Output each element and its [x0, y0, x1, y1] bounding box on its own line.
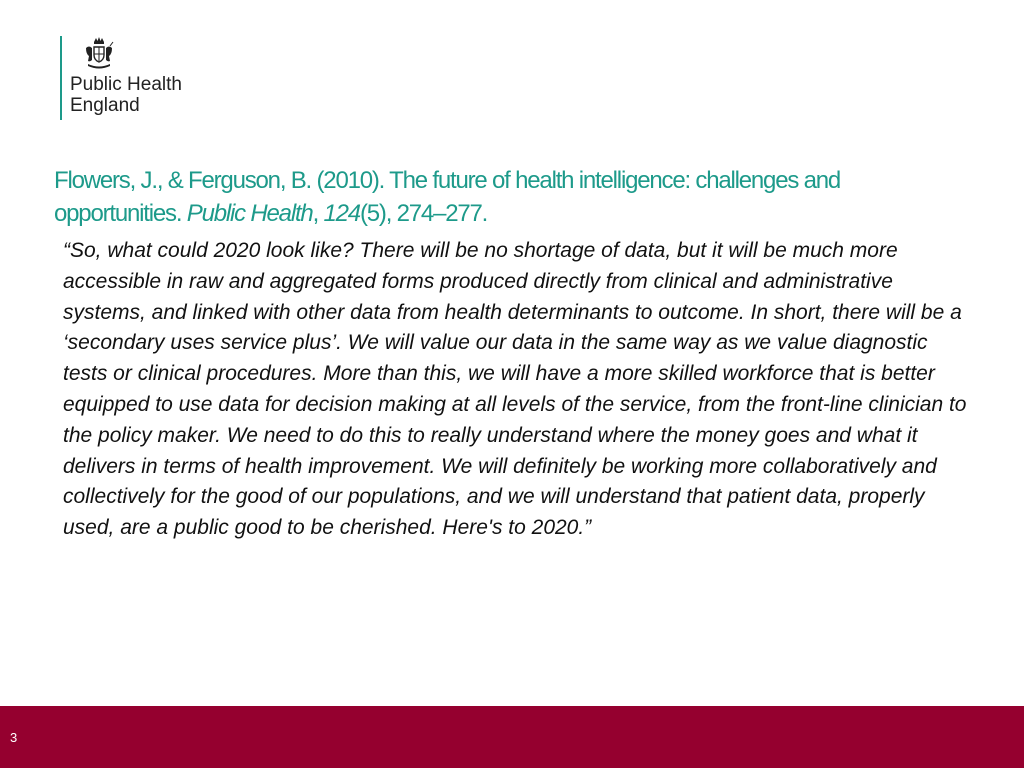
quote-text: “So, what could 2020 look like? There will be no shortage of data, but it will be much more accessible in raw and aggregated forms produced directly from clinical and administrative systems, and linked with other data from health determinants to outcome. In short, there will be a ‘secondary uses service plus’. We will value our data in the same way as we value diagnostic tests or clinical procedures. More than this, we will have a more skilled workforce that is better equipped to use data for decision making at all levels of the service, from the front-line clinician to the policy maker. We need to do this to really understand where the money goes and what it delivers in terms of health improvement. We will definitely be working more collaboratively and collectively for the good of our populations, and we will understand that patient data, properly used, are a public good to be cherished. Here's to 2020.” — [63, 239, 967, 540]
citation-heading — [54, 164, 954, 230]
citation-volume: 124 — [323, 200, 360, 227]
citation-issue-pages: (5), 274–277. — [359, 200, 488, 227]
org-name-line-2: England — [70, 95, 140, 116]
organisation-name — [70, 74, 182, 116]
citation-journal: Public Health — [186, 200, 313, 227]
citation-separator: , — [312, 200, 324, 227]
slide-number: 3 — [10, 730, 18, 745]
footer-bar — [0, 706, 1024, 768]
org-name-line-1: Public Health — [70, 74, 182, 95]
citation-authors-title: Flowers, J., & Ferguson, B. (2010). The future of health intelligence: challenges and opportunities. — [54, 167, 841, 227]
logo-divider — [60, 36, 62, 120]
royal-crest-icon — [84, 36, 114, 70]
phe-logo — [60, 36, 182, 120]
